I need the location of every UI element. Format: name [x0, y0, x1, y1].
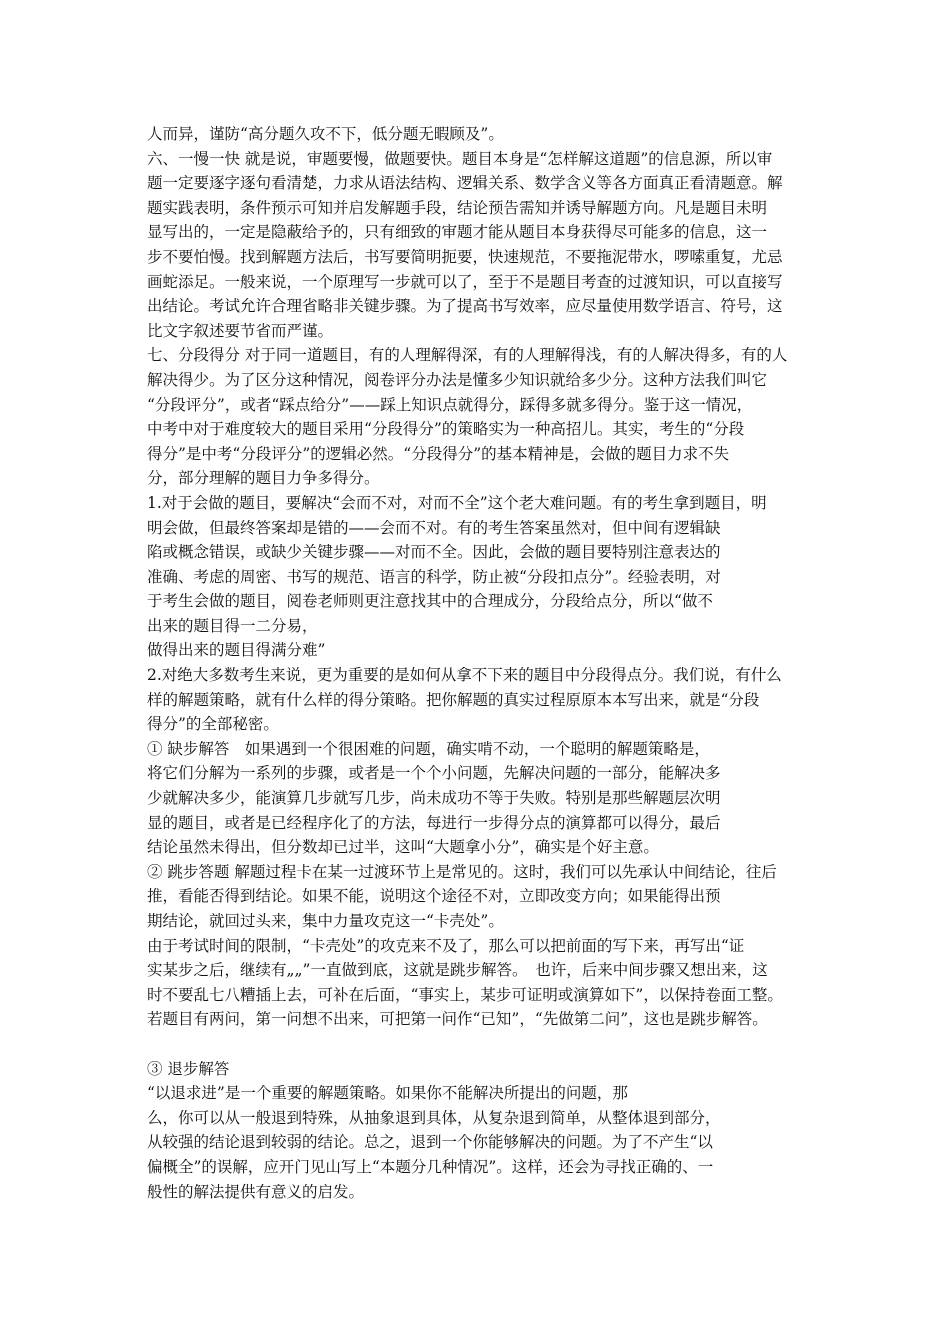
text-line: 步不要怕慢。找到解题方法后，书写要简明扼要，快速规范，不要拖泥带水，啰嗦重复，尤忌	[147, 247, 783, 266]
text-line: 1.对于会做的题目，要解决“会而不对，对而不全”这个老大难问题。有的考生拿到题目，明	[147, 493, 767, 512]
text-line: 陷或概念错误，或缺少关键步骤——对而不全。因此，会做的题目要特别注意表达的	[147, 543, 721, 562]
text-line: 2.对绝大多数考生来说，更为重要的是如何从拿不下来的题目中分段得点分。我们说，有什么	[147, 666, 782, 685]
text-line: 由于考试时间的限制，“卡壳处”的攻克来不及了，那么可以把前面的写下来，再写出“证	[147, 936, 745, 955]
text-line: 准确、考虑的周密、书写的规范、语言的科学，防止被“分段扣点分”。经验表明，对	[147, 567, 721, 586]
text-line: 题实践表明，条件预示可知并启发解题手段，结论预告需知并诱导解题方向。凡是题目未明	[147, 198, 768, 217]
text-line: 于考生会做的题目，阅卷老师则更注意找其中的合理成分，分段给点分，所以“做不	[147, 592, 713, 611]
text-line: 显写出的，一定是隐蔽给予的，只有细致的审题才能从题目本身获得尽可能多的信息，这一	[147, 223, 768, 242]
text-line: 中考中对于难度较大的题目采用“分段得分”的策略实为一种高招儿。其实，考生的“分段	[147, 420, 745, 439]
text-line: 实某步之后，继续有„„”一直做到底，这就是跳步解答。 也许，后来中间步骤又想出来，这	[147, 961, 768, 980]
text-line: 若题目有两问，第一问想不出来，可把第一问作“已知”，“先做第二问”，这也是跳步解答。	[147, 1010, 768, 1029]
text-line: 得分”的全部秘密。	[147, 715, 279, 734]
text-line: 少就解决多少，能演算几步就写几步，尚未成功不等于失败。特别是那些解题层次明	[147, 789, 721, 808]
text-line: ③ 退步解答	[147, 1059, 230, 1078]
text-line: 偏概全”的误解，应开门见山写上“本题分几种情况”。这样，还会为寻找正确的、一	[147, 1157, 714, 1176]
text-line: 题一定要逐字逐句看清楚，力求从语法结构、逻辑关系、数学含义等各方面真正看清题意。解	[147, 174, 783, 193]
text-line: 时不要乱七八糟插上去，可补在后面，“事实上，某步可证明或演算如下”，以保持卷面工整。	[147, 985, 783, 1004]
text-line: 得分”是中考“分段评分”的逻辑必然。“分段得分”的基本精神是，会做的题目力求不失	[147, 444, 730, 463]
text-line: 人而异，谨防“高分题久攻不下，低分题无暇顾及”。	[147, 125, 504, 143]
document-body	[147, 122, 827, 1204]
text-line: 推，看能否得到结论。如果不能，说明这个途径不对，立即改变方向；如果能得出预	[147, 887, 721, 906]
text-line: 明会做，但最终答案却是错的——会而不对。有的考生答案虽然对，但中间有逻辑缺	[147, 518, 721, 537]
text-line: 出来的题目得一二分易，	[147, 616, 318, 635]
text-line: ② 跳步答题 解题过程卡在某一过渡环节上是常见的。这时，我们可以先承认中间结论，往后	[147, 862, 777, 881]
text-line: 分，部分理解的题目力争多得分。	[147, 469, 380, 488]
text-line: 比文字叙述要节省而严谨。	[147, 321, 334, 340]
text-line: 期结论，就回过头来，集中力量攻克这一“卡壳处”。	[147, 912, 504, 930]
text-line: “分段评分”，或者“踩点给分”——踩上知识点就得分，踩得多就多得分。鉴于这一情况，	[147, 395, 753, 414]
text-line: 出结论。考试允许合理省略非关键步骤。为了提高书写效率，应尽量使用数学语言、符号，这	[147, 297, 783, 316]
text-line: 样的解题策略，就有什么样的得分策略。把你解题的真实过程原原本本写出来，就是“分段	[147, 690, 760, 709]
text-line: 六、一慢一快 就是说，审题要慢，做题要快。题目本身是“怎样解这道题”的信息源，所以审	[147, 149, 773, 168]
text-line: 解决得少。为了区分这种情况，阅卷评分办法是懂多少知识就给多少分。这种方法我们叫它	[147, 370, 768, 389]
text-line: 将它们分解为一系列的步骤，或者是一个个小问题，先解决问题的一部分，能解决多	[147, 764, 721, 783]
text-line: 显的题目，或者是已经程序化了的方法，每进行一步得分点的演算都可以得分，最后	[147, 813, 721, 832]
blank-line	[147, 1032, 827, 1057]
text-line: 做得出来的题目得满分难”	[147, 641, 326, 660]
text-line: 画蛇添足。一般来说，一个原理写一步就可以了，至于不是题目考查的过渡知识，可以直接写	[147, 272, 783, 291]
text-line: 结论虽然未得出，但分数却已过半，这叫“大题拿小分”，确实是个好主意。	[147, 838, 659, 857]
text-line: 般性的解法提供有意义的启发。	[147, 1182, 365, 1201]
text-line: 从较强的结论退到较弱的结论。总之，退到一个你能够解决的问题。为了不产生“以	[147, 1133, 713, 1152]
text-line: ① 缺步解答 如果遇到一个很困难的问题，确实啃不动，一个聪明的解题策略是，	[147, 739, 710, 758]
text-line: 七、分段得分 对于同一道题目，有的人理解得深，有的人理解得浅，有的人解决得多，有的人	[147, 346, 788, 365]
text-line: 么，你可以从一般退到特殊，从抽象退到具体，从复杂退到简单，从整体退到部分，	[147, 1108, 721, 1127]
text-line: “以退求进”是一个重要的解题策略。如果你不能解决所提出的问题，那	[147, 1084, 628, 1103]
